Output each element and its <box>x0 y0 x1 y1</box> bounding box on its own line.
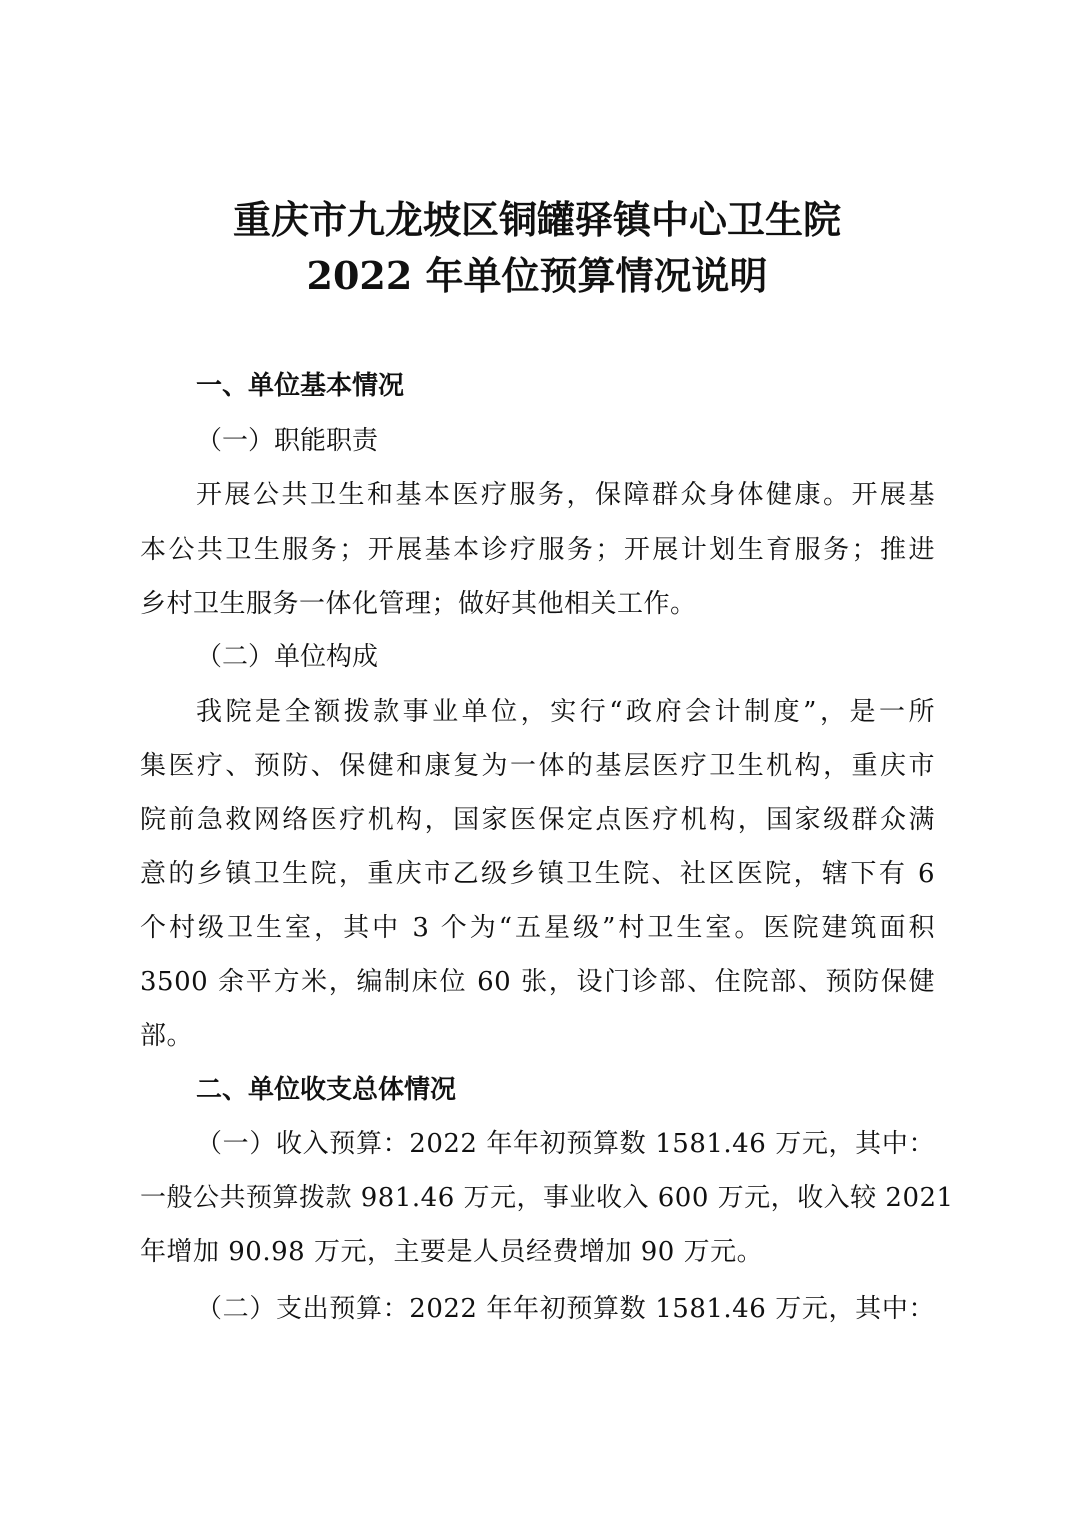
paragraph-line: 3500 余平方米，编制床位 60 张，设门诊部、住院部、预防保健 <box>140 967 935 997</box>
paragraph-line: 年增加 90.98 万元，主要是人员经费增加 90 万元。 <box>140 1237 764 1267</box>
paragraph-line: 一般公共预算拨款 981.46 万元，事业收入 600 万元，收入较 2021 <box>140 1183 954 1213</box>
paragraph-line: 开展公共卫生和基本医疗服务，保障群众身体健康。开展基 <box>196 480 935 510</box>
paragraph-line: 部。 <box>140 1021 194 1051</box>
paragraph-line: 本公共卫生服务；开展基本诊疗服务；开展计划生育服务；推进 <box>140 535 935 565</box>
section-heading-1: 一、单位基本情况 <box>196 371 405 401</box>
paragraph-line: 意的乡镇卫生院，重庆市乙级乡镇卫生院、社区医院，辖下有 6 <box>140 859 935 889</box>
paragraph-line: （一）收入预算：2022 年年初预算数 1581.46 万元，其中： <box>196 1129 935 1159</box>
paragraph-line: 我院是全额拨款事业单位，实行“政府会计制度”，是一所 <box>196 697 935 727</box>
paragraph-line: 院前急救网络医疗机构，国家医保定点医疗机构，国家级群众满 <box>140 805 935 835</box>
section-heading-2: 二、单位收支总体情况 <box>196 1075 457 1105</box>
document-title-line-2: 2022 年单位预算情况说明 <box>306 253 768 298</box>
subsection-heading-functions: （一）职能职责 <box>196 426 379 456</box>
document-title-line-1: 重庆市九龙坡区铜罐驿镇中心卫生院 <box>232 197 841 242</box>
subsection-heading-composition: （二）单位构成 <box>196 642 379 672</box>
paragraph-line: 乡村卫生服务一体化管理；做好其他相关工作。 <box>140 589 697 619</box>
paragraph-line: （二）支出预算：2022 年年初预算数 1581.46 万元，其中： <box>196 1294 935 1324</box>
paragraph-line: 个村级卫生室，其中 3 个为“五星级”村卫生室。医院建筑面积 <box>140 913 935 943</box>
paragraph-line: 集医疗、预防、保健和康复为一体的基层医疗卫生机构，重庆市 <box>140 751 935 781</box>
